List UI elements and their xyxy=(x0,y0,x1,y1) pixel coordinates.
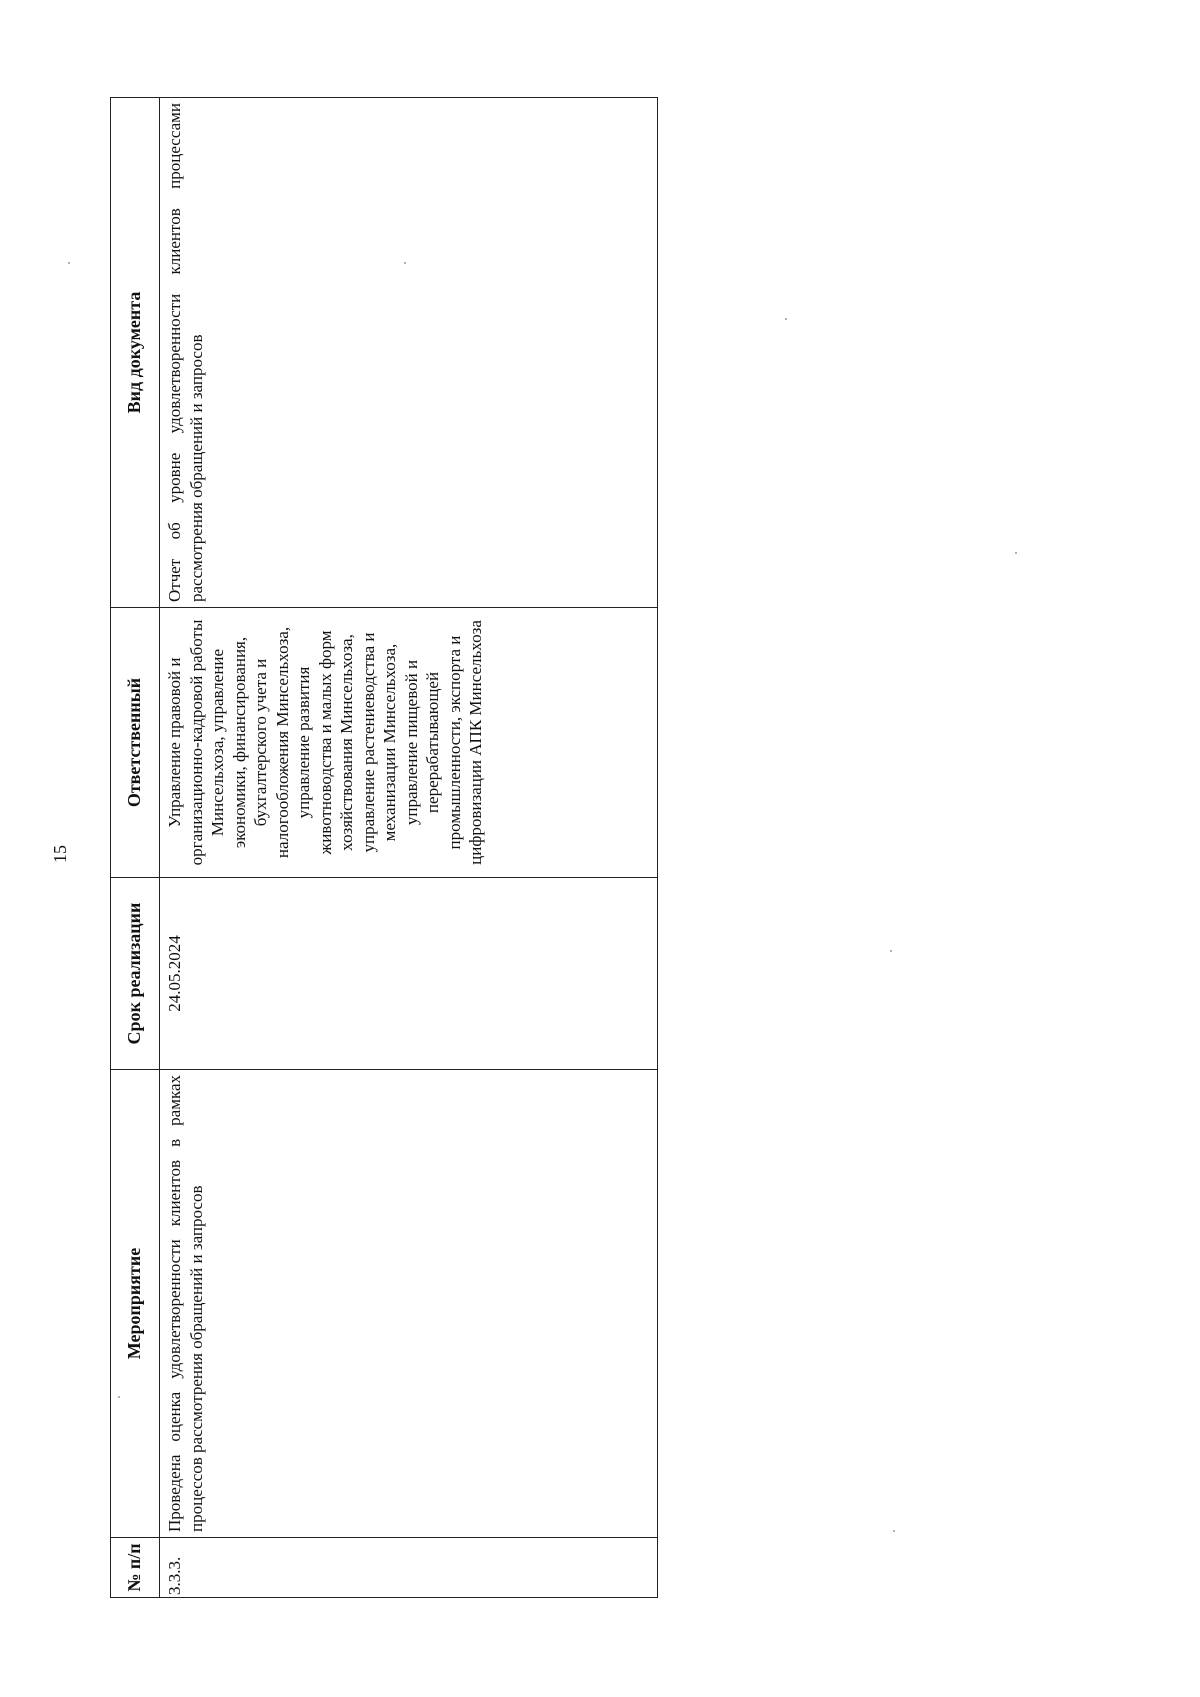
page-number: 15 xyxy=(49,845,70,863)
cell-event: Проведена оценка удовлетворенности клиентов в рамках процессов рассмотрения обращений и запросов xyxy=(160,1070,658,1538)
scan-speck xyxy=(118,1396,120,1398)
cell-document: Отчет об уровне удовлетворенности клиентов процессами рассмотрения обращений и запросов xyxy=(160,98,658,608)
header-document: Вид документа xyxy=(111,98,160,608)
events-table xyxy=(110,97,658,1598)
cell-responsible: Управление правовой и организационно-кадровой работы Минсельхоза, управление экономики, финансирования, бухгалтерского учета и налогообложения Минсельхоза, управление развития животноводства и малых форм хозяйствования Минсельхоза, управление растениеводства и механизации Минсельхоза, управление пищевой и перерабатывающей промышленности, экспорта и цифровизации АПК Минсельхоза xyxy=(160,608,658,878)
scan-speck xyxy=(890,950,892,952)
header-event: Мероприятие xyxy=(111,1070,160,1538)
scan-speck xyxy=(404,262,406,264)
scan-speck xyxy=(893,1530,895,1532)
header-responsible: Ответственный xyxy=(111,608,160,878)
header-term: Срок реализации xyxy=(111,878,160,1070)
scan-speck xyxy=(785,318,787,320)
cell-num: 3.3.3. xyxy=(160,1538,658,1598)
scan-speck xyxy=(1015,552,1017,554)
scan-speck xyxy=(68,262,70,264)
rotated-table-container xyxy=(110,98,658,1598)
header-num: № п/п xyxy=(111,1538,160,1598)
cell-term: 24.05.2024 xyxy=(160,878,658,1070)
table-header-row xyxy=(111,98,160,1598)
table-row xyxy=(160,98,658,1598)
